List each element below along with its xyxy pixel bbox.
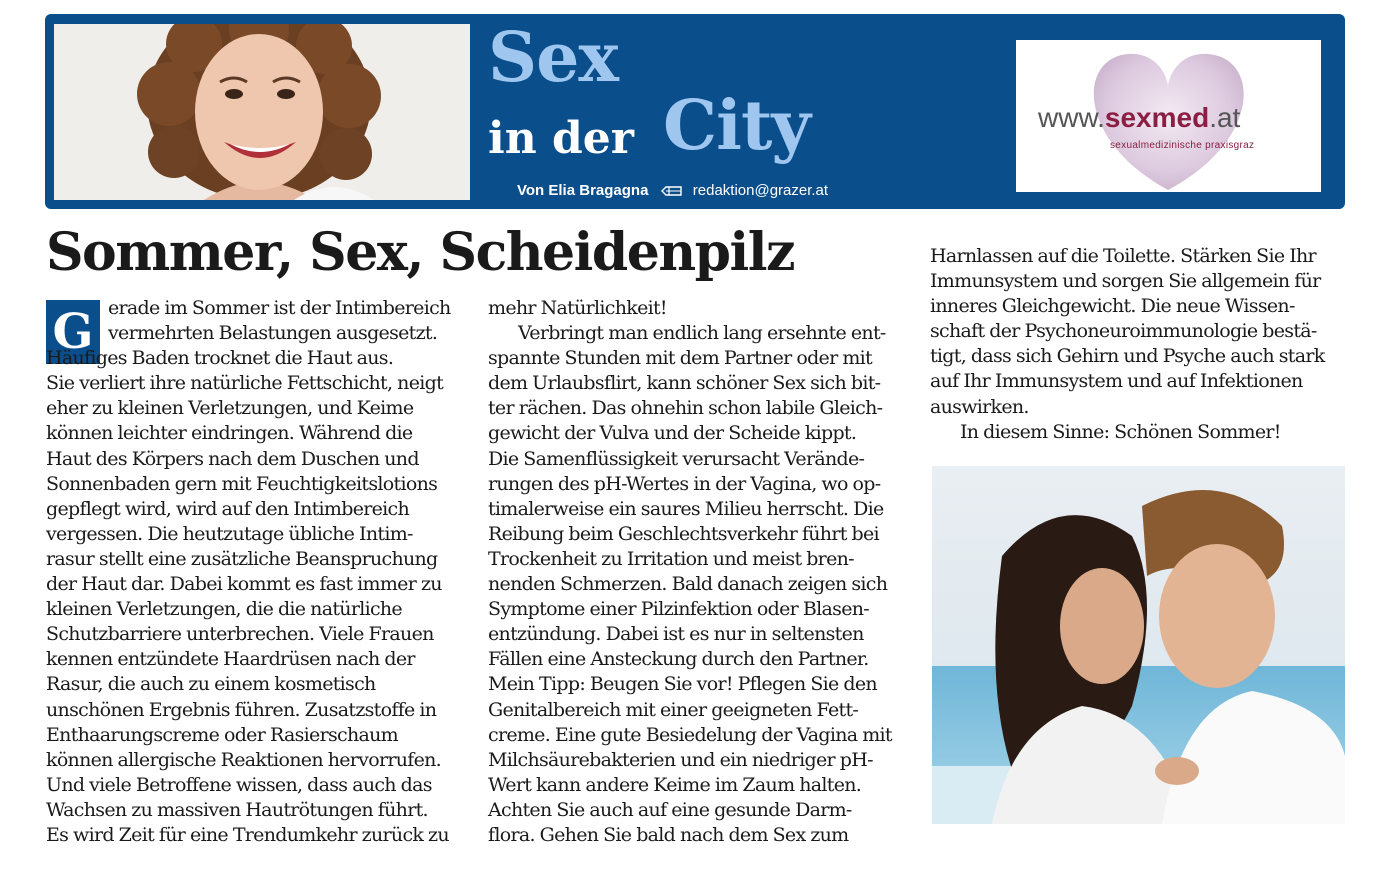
text-line: ter rächen. Das ohnehin schon labile Gleich- — [488, 397, 883, 420]
text-line: inneres Gleichgewicht. Die neue Wissen- — [930, 295, 1295, 318]
author-portrait — [54, 24, 470, 200]
text-line: nenden Schmerzen. Bald danach zeigen sich — [488, 573, 888, 596]
text-line: erade im Sommer ist der Intimbereich — [108, 297, 451, 319]
text-line: können leichter eindringen. Während die — [46, 422, 413, 445]
text-line: gewicht der Vulva und der Scheide kippt. — [488, 422, 857, 445]
text-line: Rasur, die auch zu einem kosmetisch — [46, 673, 376, 696]
text-line: können allergische Reaktionen hervorrufen. — [46, 748, 441, 771]
logo-subtitle: sexualmedizinische praxisgraz — [1110, 140, 1255, 151]
text-line: Reibung beim Geschlechtsverkehr führt bei — [488, 522, 879, 545]
text-line: Symptome einer Pilzinfektion oder Blasen- — [488, 598, 869, 621]
text-line: vergessen. Die heutzutage übliche Intim- — [46, 522, 413, 545]
text-line: Harnlassen auf die Toilette. Stärken Sie Ihr — [930, 245, 1316, 267]
column-header-banner — [45, 14, 1345, 209]
article-column-2 — [488, 296, 908, 848]
column-title-city: City — [663, 86, 810, 166]
column-title-in-der: in der — [488, 113, 634, 164]
text-line: auf Ihr Immunsystem und auf Infektionen — [930, 370, 1303, 393]
text-line: Sonnenbaden gern mit Feuchtigkeitslotions — [46, 472, 438, 495]
text-line: Sie verliert ihre natürliche Fettschicht, neigt — [46, 372, 444, 395]
byline — [517, 182, 828, 202]
text-line: Haut des Körpers nach dem Duschen und — [46, 447, 419, 470]
text-line: Wert kann andere Keime im Zaum halten. — [488, 773, 862, 796]
author-email[interactable]: redaktion@grazer.at — [692, 182, 829, 199]
text-line: Und viele Betroffene wissen, dass auch das — [46, 773, 432, 796]
text-line: rungen des pH-Wertes in der Vagina, wo op- — [488, 472, 881, 495]
article-column-1 — [46, 296, 466, 848]
text-line: unschönen Ergebnis führen. Zusatzstoffe in — [46, 698, 437, 721]
drop-cap: G — [46, 300, 100, 364]
text-line: Genitalbereich mit einer geeigneten Fett- — [488, 698, 859, 721]
text-line: flora. Gehen Sie bald nach dem Sex zum — [488, 823, 849, 846]
article-column-3 — [930, 244, 1350, 445]
text-line: Trockenheit zu Irritation und meist bren- — [488, 547, 854, 570]
text-line: mehr Natürlichkeit! — [488, 297, 667, 319]
text-line: vermehrten Belastungen ausgesetzt. — [108, 322, 438, 345]
text-line: auswirken. — [930, 395, 1029, 418]
text-line: Enthaarungscreme oder Rasierschaum — [46, 723, 398, 746]
text-line: dem Urlaubsflirt, kann schöner Sex sich bit- — [488, 372, 881, 395]
text-line: creme. Eine gute Besiedelung der Vagina mit — [488, 723, 892, 746]
text-line: Mein Tipp: Beugen Sie vor! Pflegen Sie den — [488, 673, 877, 696]
pencil-icon — [661, 184, 683, 202]
text-line: entzündung. Dabei ist es nur in seltensten — [488, 623, 864, 646]
text-line: Schutzbarriere unterbrechen. Viele Frauen — [46, 623, 434, 646]
sexmed-logo — [1016, 40, 1321, 192]
text-line: spannte Stunden mit dem Partner oder mit — [488, 347, 872, 370]
logo-brand: sexmed — [1104, 102, 1210, 133]
text-line: kennen entzündete Haardrüsen nach der — [46, 648, 415, 671]
text-line: In diesem Sinne: Schönen Sommer! — [960, 420, 1281, 443]
text-line: der Haut dar. Dabei kommt es fast immer zu — [46, 573, 442, 596]
text-line: schaft der Psychoneuroimmunologie bestä- — [930, 320, 1317, 343]
logo-prefix: www. — [1038, 102, 1105, 133]
text-line: Immunsystem und sorgen Sie allgemein für — [930, 270, 1321, 293]
text-line: tigt, dass sich Gehirn und Psyche auch stark — [930, 345, 1325, 368]
logo-suffix: .at — [1209, 102, 1241, 133]
text-line: rasur stellt eine zusätzliche Beanspruchung — [46, 547, 438, 570]
text-line: kleinen Verletzungen, die die natürliche — [46, 598, 402, 621]
text-line: Häufiges Baden trocknet die Haut aus. — [46, 347, 394, 370]
text-line: Die Samenflüssigkeit verursacht Verände- — [488, 447, 865, 470]
text-line: Wachsen zu massiven Hautrötungen führt. — [46, 798, 428, 821]
text-line: Verbringt man endlich lang ersehnte ent- — [518, 322, 886, 345]
text-line: gepflegt wird, wird auf den Intimbereich — [46, 497, 410, 520]
couple-photo — [932, 466, 1345, 824]
article-headline: Sommer, Sex, Scheidenpilz — [46, 222, 795, 283]
text-line: timalerweise ein saures Milieu herrscht. Die — [488, 497, 884, 520]
text-line: Fällen eine Ansteckung durch den Partner. — [488, 648, 869, 671]
author-name: Von Elia Bragagna — [517, 182, 649, 199]
logo-url — [1038, 102, 1240, 134]
text-line: Es wird Zeit für eine Trendumkehr zurück zu — [46, 823, 449, 846]
column-title-sex: Sex — [488, 18, 618, 98]
text-line: Milchsäurebakterien und ein niedriger pH- — [488, 748, 873, 771]
text-line: eher zu kleinen Verletzungen, und Keime — [46, 397, 414, 420]
text-line: Achten Sie auch auf eine gesunde Darm- — [488, 798, 852, 821]
